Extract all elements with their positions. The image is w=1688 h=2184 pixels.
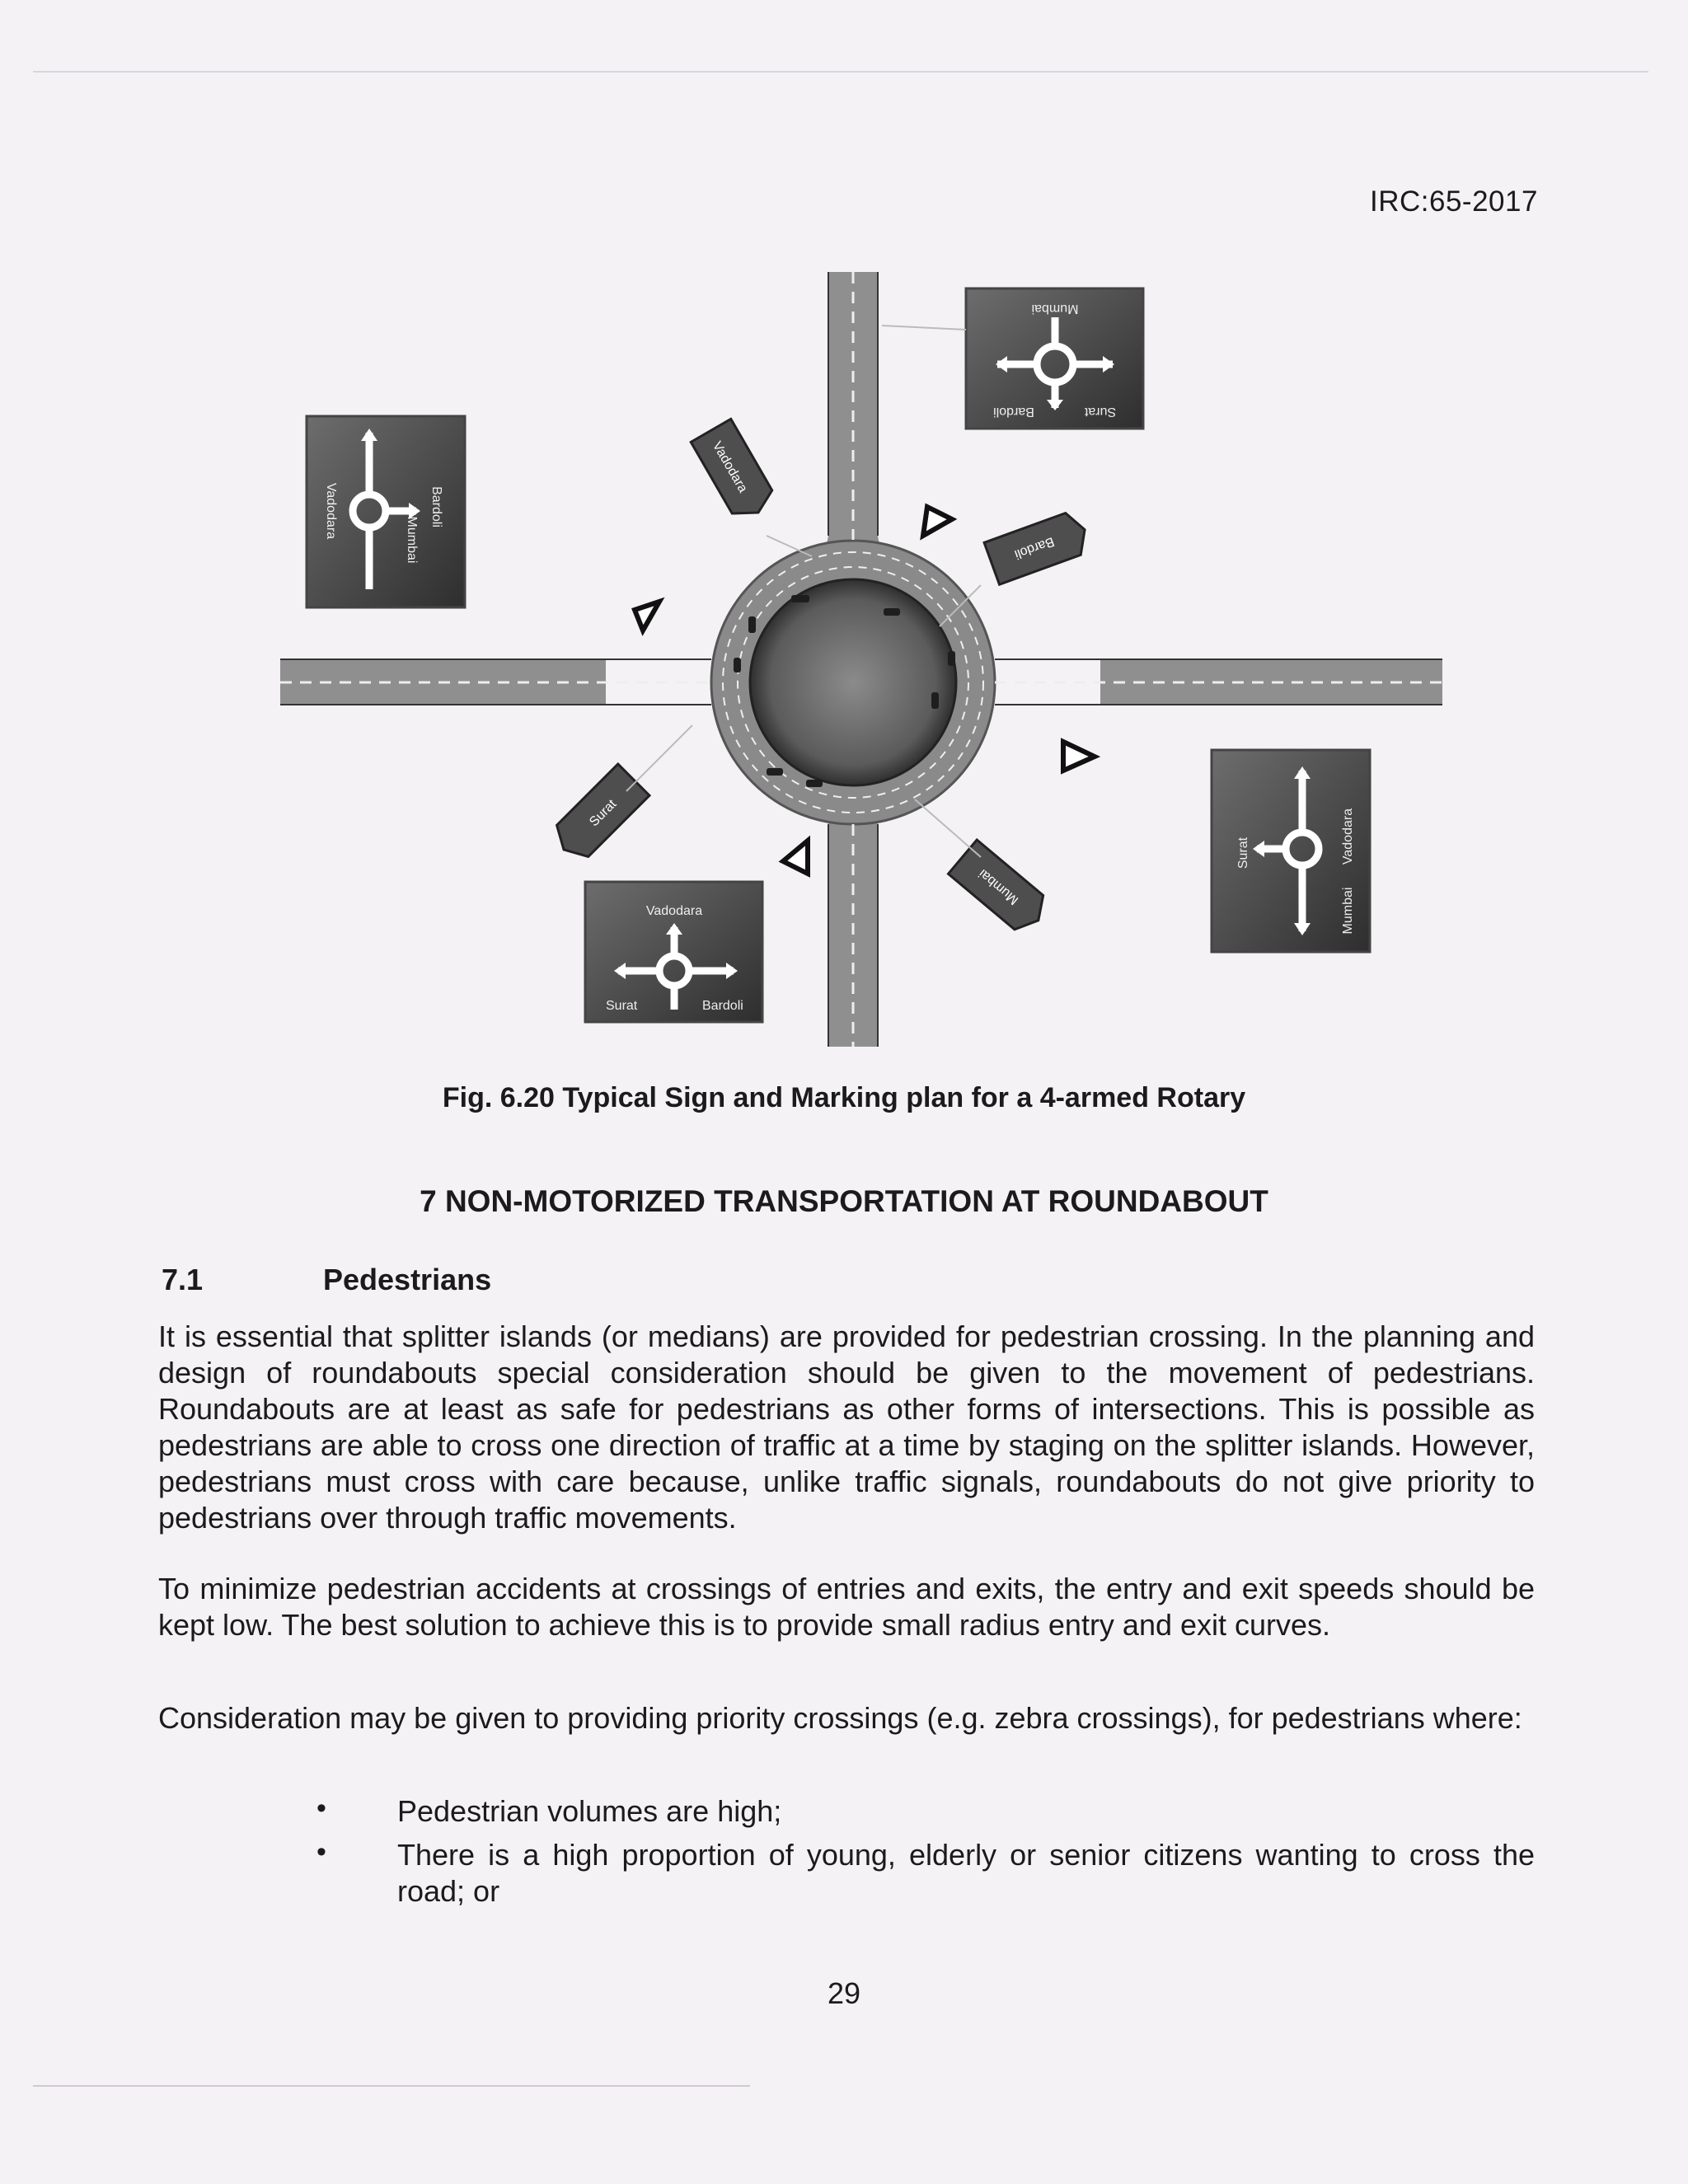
paragraph-1: It is essential that splitter islands (or medians) are provided for pedestrian crossing. In the planning and design of roundabouts special consideration should be given to the movement of pedestrians. Roundabouts are at least as safe for pedestrians as other forms of intersections. This is possible as pedestrians are able to cross one direction of traffic at a time by staging on the splitter islands. However, pedestrians must cross with care because, unlike traffic signals, roundabouts do not give priority to pedestrians over through traffic movements. <box>158 1319 1535 1535</box>
flag-sign-nw <box>691 419 778 524</box>
sign-bottom-label-bardoli: Bardoli <box>702 999 743 1013</box>
direction-sign-top <box>966 288 1143 429</box>
paragraph-2: To minimize pedestrian accidents at crossings of entries and exits, the entry and exit speeds should be kept low. The best solution to achieve this is to provide small radius entry and exit curves. <box>158 1572 1535 1642</box>
sign-bottom-label-vadodara: Vadodara <box>645 904 703 918</box>
sign-right-label-mumbai: Mumbai <box>1341 887 1355 935</box>
direction-sign-left <box>307 416 465 607</box>
page-number: 29 <box>827 1976 861 2010</box>
document-code: IRC:65-2017 <box>1370 185 1538 218</box>
bullet-item-2: There is a high proportion of young, elderly or senior citizens wanting to cross the road; or <box>397 1838 1535 1908</box>
paragraph-3: Consideration may be given to providing priority crossings (e.g. zebra crossings), for pedestrians where: <box>158 1701 1522 1735</box>
bullet-item-1: Pedestrian volumes are high; <box>397 1794 782 1828</box>
central-island <box>750 579 956 785</box>
sign-top-label-surat: Surat <box>1084 405 1117 419</box>
sign-left-label-mumbai: Mumbai <box>405 516 419 564</box>
bullet-marker-1: • <box>316 1793 326 1824</box>
subsection-title: Pedestrians <box>323 1263 492 1296</box>
bullet-marker-2: • <box>316 1836 326 1868</box>
rotary-sign-plan-figure <box>272 264 1451 1055</box>
give-way-sign-n <box>923 507 952 536</box>
flag-sign-sw <box>548 764 649 865</box>
figure-caption: Fig. 6.20 Typical Sign and Marking plan for a 4-armed Rotary <box>442 1082 1246 1113</box>
bottom-rule <box>33 2085 750 2087</box>
flag-se-label: Mumbai <box>976 866 1022 907</box>
sign-left-label-bardoli: Bardoli <box>429 486 443 527</box>
flag-sw-label: Surat <box>587 797 620 830</box>
give-way-sign-nw <box>635 602 659 630</box>
flag-sign-se <box>949 840 1053 938</box>
give-way-sign-s <box>783 841 808 874</box>
direction-sign-bottom <box>585 882 762 1022</box>
flag-sign-ne <box>984 509 1092 584</box>
section-heading: 7 NON-MOTORIZED TRANSPORTATION AT ROUNDABOUT <box>420 1184 1268 1218</box>
sign-right-label-surat: Surat <box>1236 837 1250 869</box>
sign-bottom-label-surat: Surat <box>606 999 638 1013</box>
flag-nw-label: Vadodara <box>709 439 750 495</box>
subsection-number: 7.1 <box>162 1263 204 1296</box>
sign-top-label-bardoli: Bardoli <box>993 405 1034 419</box>
sign-right-label-vadodara: Vadodara <box>1341 808 1355 865</box>
flag-ne-label: Bardoli <box>1012 534 1057 562</box>
top-rule <box>33 71 1648 73</box>
give-way-sign-e <box>1063 742 1095 771</box>
sign-left-label-vadodara: Vadodara <box>324 482 338 540</box>
direction-sign-right <box>1212 750 1370 952</box>
sign-top-label-mumbai: Mumbai <box>1031 302 1079 316</box>
